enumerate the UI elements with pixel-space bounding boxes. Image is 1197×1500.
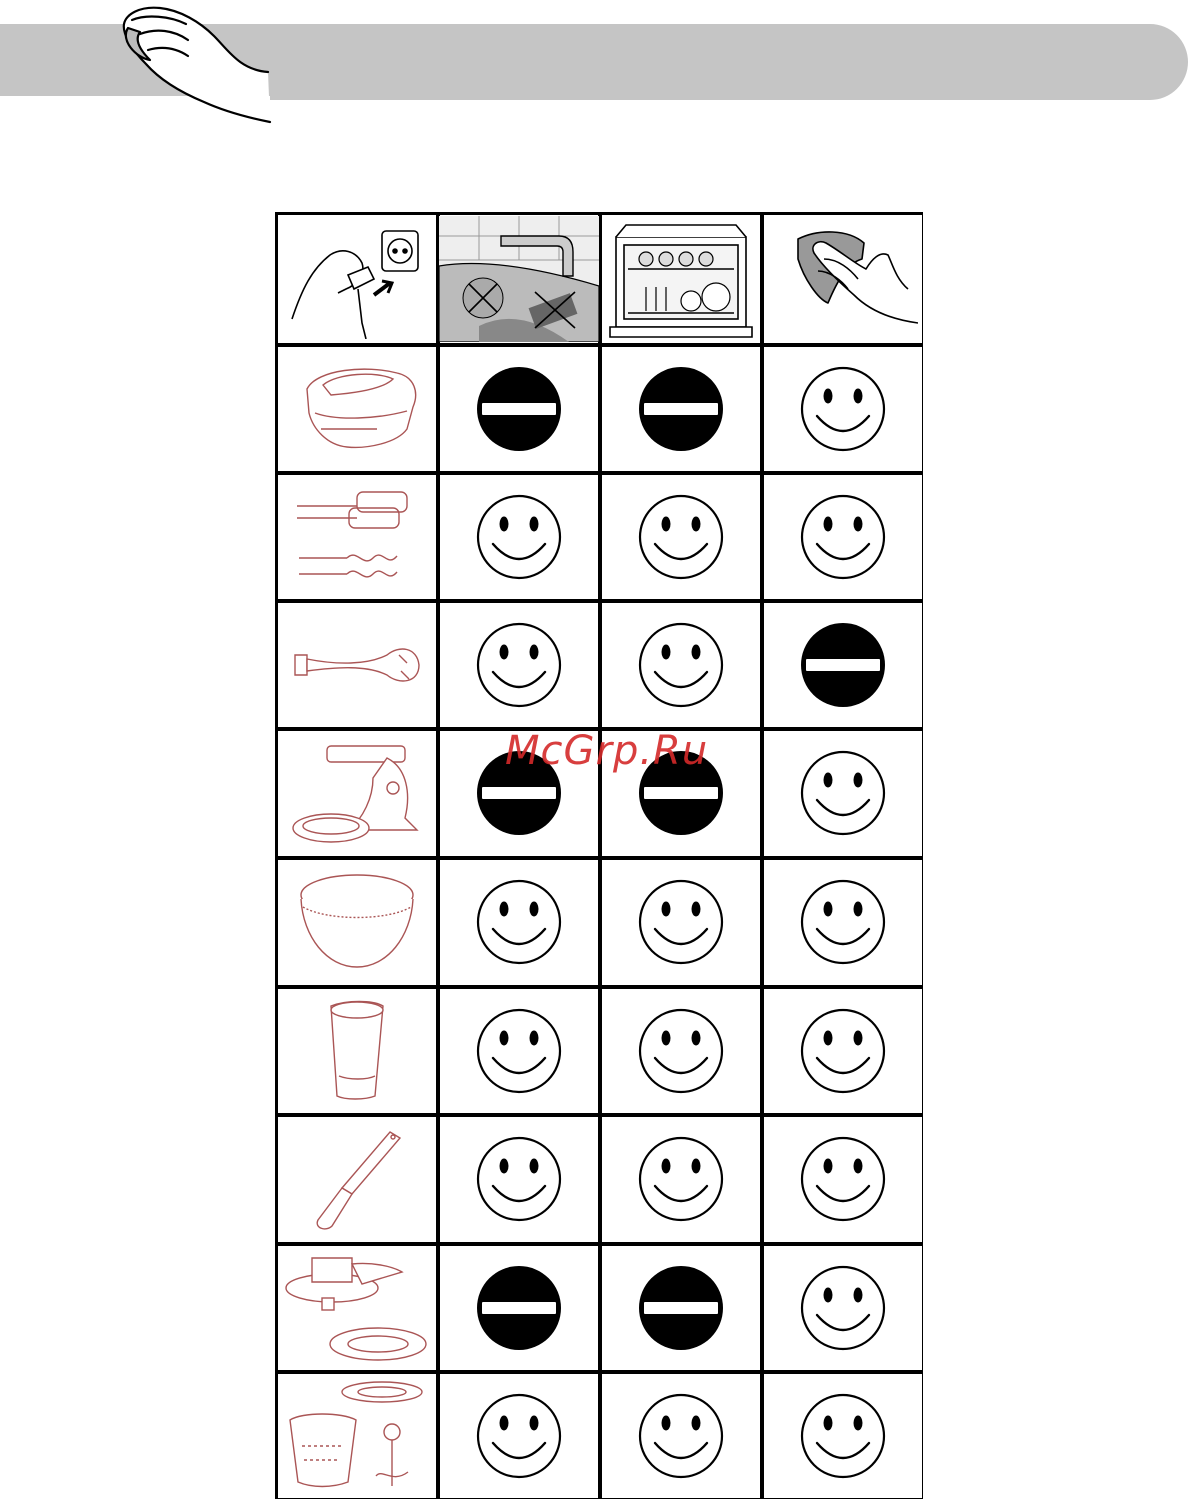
smiley-allowed-icon [636,492,726,582]
rating-cell [440,603,598,727]
rating-cell [440,989,598,1113]
rating-cell [764,1246,922,1370]
smiley-allowed-icon [636,877,726,967]
no-entry-forbidden-icon [474,1263,564,1353]
smiley-allowed-icon [474,877,564,967]
no-entry-forbidden-icon [798,620,888,710]
smiley-allowed-icon [636,620,726,710]
part-cell [278,347,436,471]
rating-cell [764,347,922,471]
rating-cell [764,860,922,985]
rating-cell [440,1374,598,1498]
blender-shaft-icon [287,625,427,705]
stand-base-icon [287,738,427,848]
part-cell [278,1374,436,1498]
damp-cloth-wipe-icon [768,219,918,339]
column-header-2 [440,215,598,343]
dishwasher-icon [606,217,756,341]
part-cell [278,603,436,727]
smiley-allowed-icon [798,364,888,454]
no-abrasive-sponge-sink-icon [439,216,599,342]
smiley-allowed-icon [474,1006,564,1096]
unplug-socket-icon [282,219,432,339]
smiley-allowed-icon [474,492,564,582]
part-cell [278,860,436,985]
rating-cell [440,1246,598,1370]
rating-cell [764,603,922,727]
rating-cell [602,1374,760,1498]
rating-cell [602,989,760,1113]
rating-cell [764,989,922,1113]
part-cell [278,731,436,856]
rating-cell [440,860,598,985]
no-entry-forbidden-icon [636,1263,726,1353]
smiley-allowed-icon [636,1134,726,1224]
rating-cell [764,475,922,599]
smiley-allowed-icon [798,877,888,967]
spatula-icon [302,1124,412,1234]
rating-cell [602,1246,760,1370]
smiley-allowed-icon [474,1391,564,1481]
motor-unit-icon [287,359,427,459]
smiley-allowed-icon [474,620,564,710]
rating-cell [602,475,760,599]
part-cell [278,1117,436,1242]
no-entry-forbidden-icon [636,364,726,454]
column-header-4 [764,215,922,343]
rating-cell [440,347,598,471]
rating-cell [440,1117,598,1242]
no-entry-forbidden-icon [474,364,564,454]
rating-cell [764,731,922,856]
rating-cell [602,860,760,985]
smiley-allowed-icon [798,1134,888,1224]
part-cell [278,989,436,1113]
beaker-icon [317,996,397,1106]
smiley-allowed-icon [474,1134,564,1224]
smiley-allowed-icon [798,1006,888,1096]
smiley-allowed-icon [798,748,888,838]
cleaning-table [275,212,923,1499]
rating-cell [764,1117,922,1242]
column-header-3 [602,215,760,343]
watermark: McGrp.Ru [505,728,709,774]
beaters-and-dough-hooks-icon [287,482,427,592]
part-cell [278,1246,436,1370]
mixing-bowl-icon [287,867,427,977]
rating-cell [764,1374,922,1498]
rating-cell [440,475,598,599]
rating-cell [602,1117,760,1242]
rating-cell [602,347,760,471]
chopper-bowl-blade-icon [282,1376,432,1496]
column-header-1 [278,215,436,343]
chopper-lid-icon [282,1248,432,1368]
smiley-allowed-icon [636,1006,726,1096]
smiley-allowed-icon [798,492,888,582]
part-cell [278,475,436,599]
rating-cell [602,603,760,727]
smiley-allowed-icon [798,1263,888,1353]
smiley-allowed-icon [636,1391,726,1481]
smiley-allowed-icon [798,1391,888,1481]
header-banner [0,0,1197,130]
